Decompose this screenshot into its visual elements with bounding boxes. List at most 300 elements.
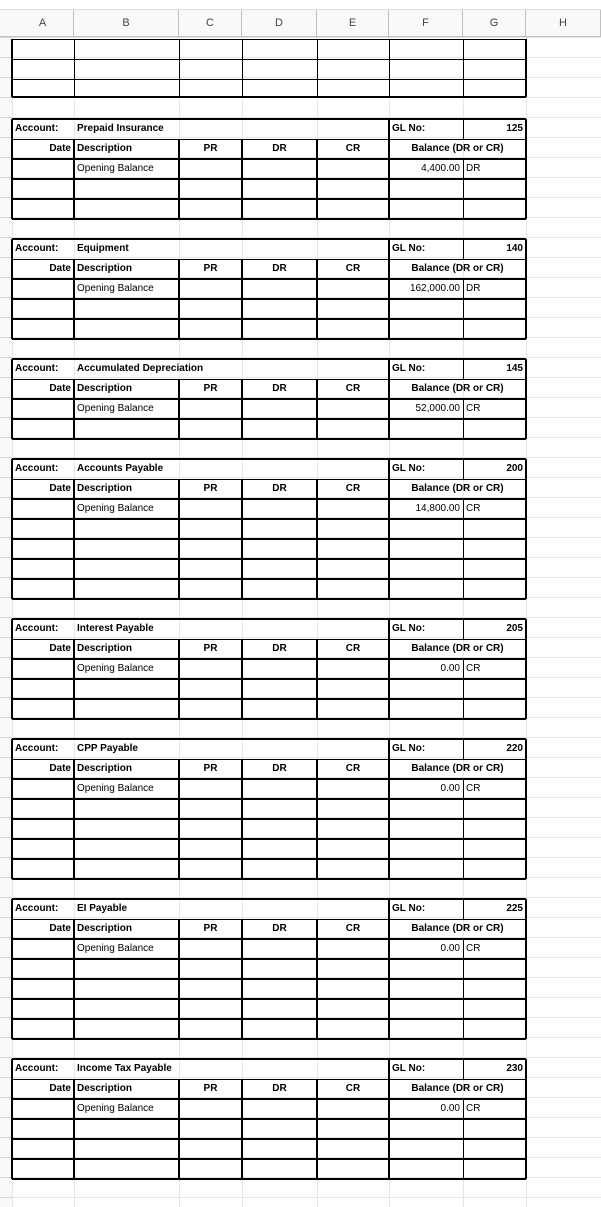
ledger-cell[interactable] [463,960,526,979]
opening-side[interactable]: CR [466,503,481,514]
description-header[interactable]: Description [77,483,133,494]
date-header[interactable]: Date [49,383,71,394]
row-header[interactable] [0,117,12,118]
gl-number[interactable]: 145 [506,363,523,374]
ledger-cell[interactable] [317,980,389,999]
ledger-cell[interactable] [179,1120,242,1139]
dr-header[interactable]: DR [272,263,287,274]
opening-description[interactable]: Opening Balance [77,783,154,794]
ledger-cell[interactable] [389,320,463,339]
opening-amount[interactable]: 0.00 [440,1103,460,1114]
ledger-cell[interactable] [242,560,317,579]
ledger-cell[interactable] [463,980,526,999]
account-name[interactable]: Interest Payable [77,623,154,634]
ledger-cell[interactable] [317,520,389,539]
ledger-cell[interactable] [12,700,74,719]
ledger-cell[interactable] [463,1160,526,1179]
cell-border [12,1178,526,1180]
ledger-cell[interactable] [463,1140,526,1159]
cell-border [388,259,390,339]
cell-border [12,1079,526,1080]
gl-no-label[interactable]: GL No: [392,623,426,634]
row-header[interactable] [0,237,12,238]
account-name[interactable]: Accounts Payable [77,463,164,474]
ledger-cell[interactable] [463,800,526,819]
ledger-cell[interactable] [74,300,179,319]
date-header[interactable]: Date [49,923,71,934]
ledger-cell[interactable] [74,980,179,999]
column-header-a[interactable]: A [12,10,74,36]
ledger-cell[interactable] [463,300,526,319]
ledger-cell[interactable] [317,300,389,319]
ledger-cell[interactable] [463,520,526,539]
cr-header[interactable]: CR [345,143,361,154]
ledger-cell[interactable] [389,820,463,839]
ledger-cell[interactable] [242,300,317,319]
gl-no-label[interactable]: GL No: [392,743,426,754]
pr-header[interactable]: PR [203,763,218,774]
dr-header[interactable]: DR [272,923,287,934]
ledger-cell[interactable] [179,680,242,699]
date-header[interactable]: Date [49,1083,71,1094]
column-header-d[interactable]: D [242,10,317,36]
cell-border [73,379,75,439]
ledger-cell[interactable] [463,700,526,719]
gl-no-label[interactable]: GL No: [392,903,426,914]
row-header[interactable] [0,1197,12,1198]
gl-no-label[interactable]: GL No: [392,1063,426,1074]
row-header[interactable] [0,37,12,38]
cell-border [12,118,526,120]
cell-border [12,678,526,680]
ledger-cell[interactable] [389,540,463,559]
account-label[interactable]: Account: [15,623,59,634]
gl-no-label[interactable]: GL No: [392,123,426,134]
opening-amount[interactable]: 0.00 [440,663,460,674]
ledger-cell[interactable] [12,200,74,219]
cr-header[interactable]: CR [345,1083,361,1094]
ledger-cell[interactable] [179,560,242,579]
ledger-cell[interactable] [74,320,179,339]
opening-side[interactable]: CR [466,943,481,954]
ledger-cell[interactable] [179,800,242,819]
ledger-cell[interactable] [242,520,317,539]
gl-no-label[interactable]: GL No: [392,363,426,374]
ledger-cell[interactable] [74,1140,179,1159]
cell-border [241,259,243,339]
opening-amount[interactable]: 14,800.00 [415,503,460,514]
column-header-e[interactable]: E [317,10,389,36]
description-header[interactable]: Description [77,383,133,394]
account-label[interactable]: Account: [15,463,59,474]
account-name[interactable]: Prepaid Insurance [77,123,164,134]
account-label[interactable]: Account: [15,903,59,914]
cell-border [317,39,318,97]
cell-border [316,919,318,1039]
opening-description[interactable]: Opening Balance [77,403,154,414]
pr-header[interactable]: PR [203,1083,218,1094]
ledger-cell[interactable] [179,300,242,319]
ledger-cell[interactable] [179,1160,242,1179]
dr-header[interactable]: DR [272,763,287,774]
opening-amount[interactable]: 0.00 [440,783,460,794]
ledger-cell[interactable] [12,420,74,439]
ledger-cell[interactable] [389,800,463,819]
ledger-cell[interactable] [463,1120,526,1139]
cell-border [12,198,526,200]
ledger-cell[interactable] [242,420,317,439]
description-header[interactable]: Description [77,143,133,154]
column-header-b[interactable]: B [74,10,179,36]
ledger-cell[interactable] [389,980,463,999]
ledger-cell[interactable] [317,320,389,339]
ledger-cell[interactable] [317,960,389,979]
opening-side[interactable]: DR [466,163,481,174]
gl-number[interactable]: 220 [506,743,523,754]
ledger-cell[interactable] [74,680,179,699]
ledger-cell[interactable] [74,700,179,719]
ledger-cell[interactable] [74,200,179,219]
ledger-cell[interactable] [317,1020,389,1039]
ledger-cell[interactable] [463,180,526,199]
row-header[interactable] [0,1057,12,1058]
ledger-cell[interactable] [179,540,242,559]
ledger-cell[interactable] [242,1020,317,1039]
cell-border [73,919,75,1039]
balance-header[interactable]: Balance (DR or CR) [411,383,504,394]
opening-side[interactable]: CR [466,663,481,674]
ledger-cell[interactable] [74,1120,179,1139]
row-header[interactable] [0,617,12,618]
gl-number[interactable]: 230 [506,1063,523,1074]
account-label[interactable]: Account: [15,363,59,374]
ledger-cell[interactable] [242,320,317,339]
ledger-cell[interactable] [242,840,317,859]
description-header[interactable]: Description [77,643,133,654]
cell-border [12,958,526,960]
ledger-cell[interactable] [179,960,242,979]
ledger-cell[interactable] [389,700,463,719]
ledger-cell[interactable] [317,200,389,219]
date-header[interactable]: Date [49,643,71,654]
gl-number[interactable]: 125 [506,123,523,134]
ledger-cell[interactable] [12,300,74,319]
cr-header[interactable]: CR [345,263,361,274]
row-header[interactable] [0,897,12,898]
ledger-cell[interactable] [74,820,179,839]
ledger-cell[interactable] [74,420,179,439]
opening-description[interactable]: Opening Balance [77,163,154,174]
ledger-cell[interactable] [389,1020,463,1039]
ledger-cell[interactable] [12,680,74,699]
ledger-cell[interactable] [463,1000,526,1019]
ledger-cell[interactable] [12,1020,74,1039]
ledger-cell[interactable] [463,200,526,219]
dr-header[interactable]: DR [272,1083,287,1094]
ledger-cell[interactable] [317,1160,389,1179]
account-name[interactable]: Income Tax Payable [77,1063,172,1074]
ledger-cell[interactable] [463,560,526,579]
date-header[interactable]: Date [49,143,71,154]
ledger-cell[interactable] [12,820,74,839]
ledger-cell[interactable] [317,1120,389,1139]
ledger-cell[interactable] [389,520,463,539]
ledger-cell[interactable] [317,700,389,719]
ledger-cell[interactable] [12,1160,74,1179]
cell-border [12,1018,526,1020]
ledger-cell[interactable] [389,1140,463,1159]
account-name[interactable]: Equipment [77,243,129,254]
ledger-cell[interactable] [389,200,463,219]
ledger-cell[interactable] [317,1000,389,1019]
date-header[interactable]: Date [49,763,71,774]
gl-no-label[interactable]: GL No: [392,243,426,254]
ledger-cell[interactable] [74,860,179,879]
ledger-cell[interactable] [12,180,74,199]
cr-header[interactable]: CR [345,383,361,394]
ledger-cell[interactable] [179,1020,242,1039]
ledger-cell[interactable] [12,520,74,539]
ledger-cell[interactable] [242,980,317,999]
account-label[interactable]: Account: [15,123,59,134]
spreadsheet-grid[interactable] [12,37,601,1207]
description-header[interactable]: Description [77,263,133,274]
ledger-cell[interactable] [12,1000,74,1019]
description-header[interactable]: Description [77,763,133,774]
ledger-cell[interactable] [389,420,463,439]
ledger-cell[interactable] [74,1160,179,1179]
ledger-cell[interactable] [389,840,463,859]
ledger-cell[interactable] [74,180,179,199]
ledger-cell[interactable] [12,580,74,599]
ledger-cell[interactable] [179,580,242,599]
cr-header[interactable]: CR [345,643,361,654]
ledger-cell[interactable] [179,320,242,339]
ledger-cell[interactable] [389,680,463,699]
cell-border [12,598,526,600]
ledger-cell[interactable] [463,820,526,839]
date-header[interactable]: Date [49,483,71,494]
ledger-cell[interactable] [389,560,463,579]
opening-amount[interactable]: 4,400.00 [421,163,460,174]
account-label[interactable]: Account: [15,1063,59,1074]
cr-header[interactable]: CR [345,923,361,934]
balance-header[interactable]: Balance (DR or CR) [411,643,504,654]
ledger-cell[interactable] [463,840,526,859]
pr-header[interactable]: PR [203,263,218,274]
gl-number[interactable]: 140 [506,243,523,254]
opening-side[interactable]: CR [466,1103,481,1114]
pr-header[interactable]: PR [203,643,218,654]
gl-number[interactable]: 205 [506,623,523,634]
dr-header[interactable]: DR [272,643,287,654]
ledger-cell[interactable] [12,960,74,979]
ledger-cell[interactable] [389,960,463,979]
ledger-cell[interactable] [179,200,242,219]
pr-header[interactable]: PR [203,383,218,394]
balance-header[interactable]: Balance (DR or CR) [411,263,504,274]
ledger-cell[interactable] [74,1000,179,1019]
opening-description[interactable]: Opening Balance [77,1103,154,1114]
ledger-cell[interactable] [389,860,463,879]
ledger-cell[interactable] [242,960,317,979]
ledger-cell[interactable] [74,840,179,859]
dr-header[interactable]: DR [272,483,287,494]
dr-header[interactable]: DR [272,383,287,394]
ledger-cell[interactable] [242,1140,317,1159]
ledger-cell[interactable] [317,420,389,439]
ledger-cell[interactable] [74,540,179,559]
dr-header[interactable]: DR [272,143,287,154]
ledger-cell[interactable] [317,580,389,599]
ledger-cell[interactable] [242,820,317,839]
ledger-cell[interactable] [463,420,526,439]
ledger-cell[interactable] [317,840,389,859]
ledger-cell[interactable] [463,320,526,339]
cell-border [241,639,243,719]
ledger-cell[interactable] [179,820,242,839]
ledger-cell[interactable] [317,800,389,819]
ledger-cell[interactable] [389,1120,463,1139]
ledger-cell[interactable] [463,860,526,879]
ledger-cell[interactable] [317,560,389,579]
opening-side[interactable]: CR [466,783,481,794]
ledger-cell[interactable] [389,580,463,599]
cr-header[interactable]: CR [345,483,361,494]
balance-header[interactable]: Balance (DR or CR) [411,923,504,934]
balance-header[interactable]: Balance (DR or CR) [411,763,504,774]
description-header[interactable]: Description [77,923,133,934]
ledger-cell[interactable] [242,680,317,699]
gl-number[interactable]: 225 [506,903,523,914]
ledger-cell[interactable] [12,560,74,579]
column-header-f[interactable]: F [389,10,463,36]
row-header[interactable] [0,97,12,98]
ledger-cell[interactable] [179,1000,242,1019]
cell-border [463,279,464,339]
ledger-cell[interactable] [179,700,242,719]
ledger-cell[interactable] [179,420,242,439]
pr-header[interactable]: PR [203,143,218,154]
ledger-cell[interactable] [242,1120,317,1139]
ledger-cell[interactable] [463,580,526,599]
ledger-cell[interactable] [74,1020,179,1039]
account-name[interactable]: CPP Payable [77,743,138,754]
balance-header[interactable]: Balance (DR or CR) [411,1083,504,1094]
column-header-h[interactable]: H [526,10,601,36]
account-label[interactable]: Account: [15,743,59,754]
ledger-cell[interactable] [463,1020,526,1039]
ledger-cell[interactable] [242,540,317,559]
ledger-cell[interactable] [463,680,526,699]
cell-border [11,39,13,97]
ledger-cell[interactable] [317,860,389,879]
row-header[interactable] [0,457,12,458]
opening-amount[interactable]: 0.00 [440,943,460,954]
row-header[interactable] [0,357,12,358]
ledger-cell[interactable] [317,540,389,559]
ledger-cell[interactable] [389,180,463,199]
row-header[interactable] [0,737,12,738]
pr-header[interactable]: PR [203,923,218,934]
ledger-cell[interactable] [74,580,179,599]
cell-border [388,1079,390,1179]
account-label[interactable]: Account: [15,243,59,254]
account-name[interactable]: EI Payable [77,903,128,914]
ledger-cell[interactable] [12,840,74,859]
ledger-cell[interactable] [12,1120,74,1139]
gl-no-label[interactable]: GL No: [392,463,426,474]
opening-description[interactable]: Opening Balance [77,943,154,954]
ledger-cell[interactable] [74,560,179,579]
cell-border [178,139,180,219]
ledger-cell[interactable] [74,960,179,979]
opening-side[interactable]: DR [466,283,481,294]
ledger-cell[interactable] [179,860,242,879]
ledger-cell[interactable] [242,1000,317,1019]
ledger-cell[interactable] [12,980,74,999]
opening-amount[interactable]: 162,000.00 [409,283,460,294]
opening-amount[interactable]: 52,000.00 [415,403,460,414]
ledger-cell[interactable] [317,1140,389,1159]
opening-side[interactable]: CR [466,403,481,414]
ledger-cell[interactable] [242,700,317,719]
column-header-c[interactable]: C [179,10,242,36]
ledger-cell[interactable] [12,540,74,559]
ledger-cell[interactable] [389,1160,463,1179]
date-header[interactable]: Date [49,263,71,274]
ledger-cell[interactable] [242,860,317,879]
ledger-cell[interactable] [242,1160,317,1179]
ledger-cell[interactable] [74,520,179,539]
ledger-cell[interactable] [242,580,317,599]
opening-description[interactable]: Opening Balance [77,283,154,294]
gl-number[interactable]: 200 [506,463,523,474]
ledger-cell[interactable] [74,800,179,819]
ledger-cell[interactable] [317,820,389,839]
balance-header[interactable]: Balance (DR or CR) [411,143,504,154]
ledger-cell[interactable] [242,800,317,819]
cr-header[interactable]: CR [345,763,361,774]
ledger-cell[interactable] [179,520,242,539]
balance-header[interactable]: Balance (DR or CR) [411,483,504,494]
ledger-cell[interactable] [389,300,463,319]
ledger-cell[interactable] [179,980,242,999]
ledger-cell[interactable] [12,320,74,339]
cell-border [316,379,318,439]
opening-description[interactable]: Opening Balance [77,663,154,674]
ledger-cell[interactable] [12,860,74,879]
ledger-cell[interactable] [317,680,389,699]
ledger-cell[interactable] [12,1140,74,1159]
ledger-cell[interactable] [179,1140,242,1159]
column-header-bar [12,10,601,37]
opening-description[interactable]: Opening Balance [77,503,154,514]
description-header[interactable]: Description [77,1083,133,1094]
cell-border [12,139,526,140]
ledger-cell[interactable] [463,540,526,559]
ledger-cell[interactable] [179,180,242,199]
ledger-cell[interactable] [242,200,317,219]
pr-header[interactable]: PR [203,483,218,494]
ledger-cell[interactable] [12,800,74,819]
ledger-cell[interactable] [389,1000,463,1019]
account-name[interactable]: Accumulated Depreciation [77,363,204,374]
column-header-g[interactable]: G [463,10,526,36]
ledger-cell[interactable] [242,180,317,199]
ledger-cell[interactable] [179,840,242,859]
ledger-cell[interactable] [317,180,389,199]
